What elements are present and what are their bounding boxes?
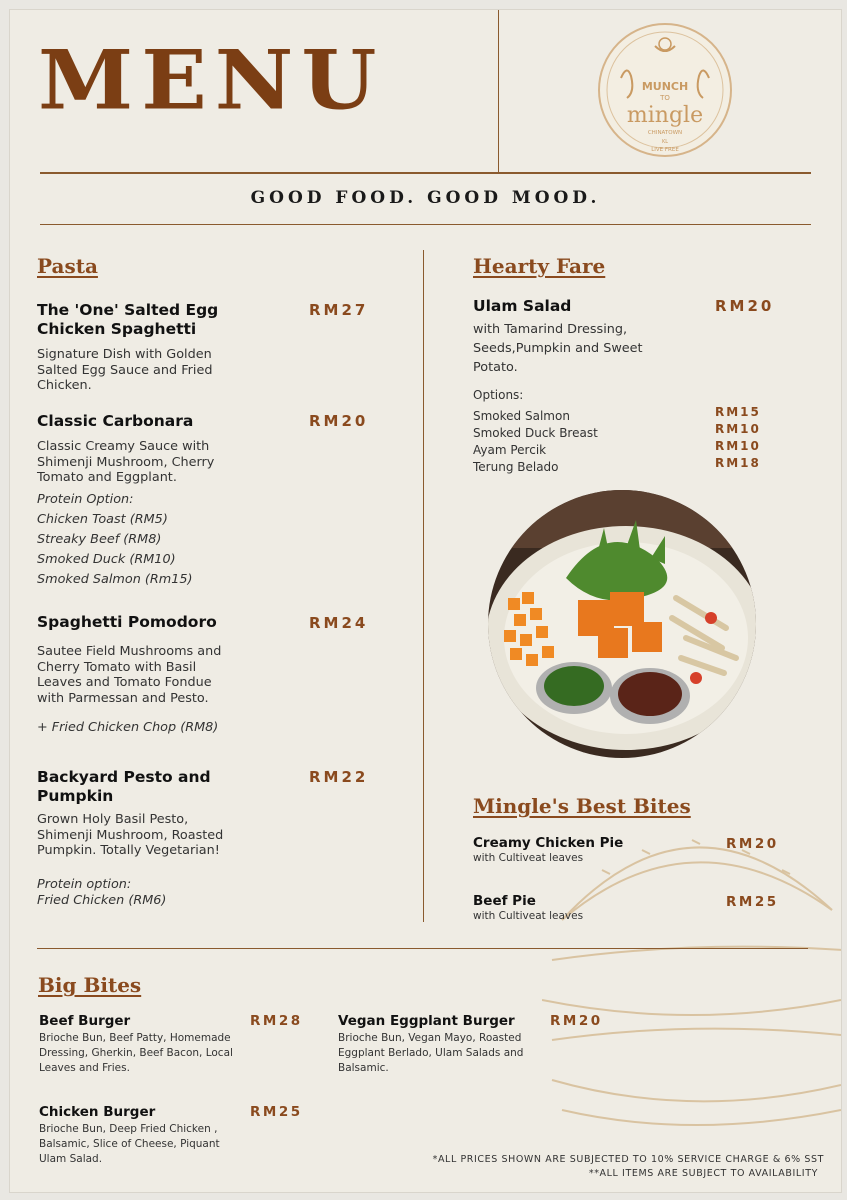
option-row [473,422,773,439]
option-row [473,456,773,473]
option-row [473,439,773,456]
protein-option-title: Protein option: [37,876,132,892]
item-desc-line3: Ulam Salad. [39,1153,103,1165]
best-bites-heading: Mingle's Best Bites [473,794,691,818]
item-desc-line1: Brioche Bun, Deep Fried Chicken , [39,1123,218,1135]
menu-item-vegan-burger [338,1013,523,1076]
logo-line1: MUNCH [641,80,689,93]
item-desc: with Cultiveat leaves [473,852,584,864]
item-desc-line1: Brioche Bun, Vegan Mayo, Roasted [338,1032,522,1044]
protein-option: Smoked Duck (RM10) [37,551,176,567]
item-desc-line4: with Parmessan and Pesto. [37,690,209,706]
item-desc-line3: Balsamic. [338,1062,389,1074]
item-price: RM27 [309,301,369,319]
item-desc-line1: Classic Creamy Sauce with [37,439,210,454]
item-desc-line1: Grown Holy Basil Pesto, [37,812,189,827]
item-name: Beef Burger [39,1013,131,1029]
item-desc-line2: Eggplant Berlado, Ulam Salads and [338,1047,524,1059]
option-name: Ayam Percik [473,443,547,457]
item-desc-line3: Leaves and Fries. [39,1062,130,1074]
menu-page [9,9,842,1193]
big-bites-heading: Big Bites [38,973,142,997]
option-name: Smoked Salmon [473,409,570,423]
item-name: Classic Carbonara [37,412,194,430]
item-price: RM25 [250,1104,303,1120]
menu-item-beef-pie [473,893,583,924]
item-desc-line1: Brioche Bun, Beef Patty, Homemade [39,1032,231,1044]
item-desc-line1: Signature Dish with Golden [37,347,212,362]
option-price: RM18 [715,456,761,470]
protein-option-title: Protein Option: [37,491,134,507]
menu-item-pomodoro [37,613,221,738]
protein-option: Streaky Beef (RM8) [37,531,162,547]
footnote-availability: **ALL ITEMS ARE SUBJECT TO AVAILABILITY [588,1168,818,1179]
item-desc-line2: Balsamic, Slice of Cheese, Piquant [39,1138,220,1150]
big-bites-rule [37,948,808,949]
footnote-charges: *ALL PRICES SHOWN ARE SUBJECTED TO 10% SERVICE CHARGE & 6% SST [432,1154,824,1165]
option-price: RM10 [715,422,761,436]
item-name: Vegan Eggplant Burger [338,1013,515,1029]
item-name: Chicken Burger [39,1104,156,1120]
logo-line6: LIVE FREE [651,147,679,153]
item-name-line1: Backyard Pesto and [37,768,211,786]
item-name: Ulam Salad [473,297,572,315]
option-price: RM15 [715,405,761,419]
hearty-fare-heading: Hearty Fare [473,254,606,278]
item-name: Spaghetti Pomodoro [37,613,217,631]
menu-item-chicken-burger [39,1104,220,1167]
tagline-rule [40,224,811,225]
item-price: RM25 [726,894,779,910]
item-name: Beef Pie [473,893,536,909]
pasta-heading: Pasta [37,254,98,278]
addon-option: + Fried Chicken Chop (RM8) [37,720,219,735]
item-price: RM20 [715,297,775,315]
item-price: RM20 [726,836,779,852]
item-desc-line1: with Tamarind Dressing, [473,322,628,337]
menu-title: MENU [38,32,385,129]
item-desc-line1: Sautee Field Mushrooms and [37,644,222,659]
item-name: Creamy Chicken Pie [473,835,624,851]
protein-option: Fried Chicken (RM6) [37,892,167,908]
item-desc-line3: Tomato and Eggplant. [37,470,177,485]
item-desc-line3: Potato. [473,360,518,375]
item-name-line2: Chicken Spaghetti [37,320,197,338]
option-name: Smoked Duck Breast [473,426,598,440]
item-desc-line3: Pumpkin. Totally Vegetarian! [37,843,220,858]
options-title: Options: [473,388,524,402]
ulam-options-list [473,405,773,473]
logo-line4: CHINATOWN [647,130,683,136]
menu-item-ulam-salad [473,297,643,404]
option-name: Terung Belado [473,460,559,474]
header-rule [40,172,811,174]
menu-item-carbonara [37,412,214,590]
protein-option: Smoked Salmon (Rm15) [37,571,193,587]
logo-line5: KL [661,139,669,145]
item-name-line1: The 'One' Salted Egg [37,301,219,319]
item-desc-line2: Cherry Tomato with Basil [37,659,197,675]
item-price: RM22 [309,768,369,786]
column-divider [423,250,424,922]
munch-to-mingle-logo [597,22,733,158]
ulam-salad-photo [486,488,758,760]
item-price: RM20 [550,1013,603,1029]
item-desc-line2: Salted Egg Sauce and Fried [37,362,213,378]
menu-item-chicken-pie [473,835,623,866]
item-price: RM20 [309,412,369,430]
item-price: RM28 [250,1013,303,1029]
logo-line3: mingle [626,103,704,128]
item-desc-line2: Dressing, Gherkin, Beef Bacon, Local [39,1047,233,1059]
item-desc-line2: Seeds,Pumpkin and Sweet [473,341,643,356]
menu-item-pesto-pumpkin [37,768,223,909]
item-desc-line2: Shimenji Mushroom, Cherry [37,454,215,470]
option-price: RM10 [715,439,761,453]
menu-item-salted-egg [37,301,218,394]
tagline: GOOD FOOD. GOOD MOOD. [250,188,601,208]
item-desc-line3: Leaves and Tomato Fondue [37,675,212,690]
option-row [473,405,773,422]
item-name-line2: Pumpkin [37,787,114,805]
item-desc-line3: Chicken. [37,378,92,393]
header-divider-vertical [498,10,499,172]
burger-sketch-illustration [542,780,841,1140]
item-desc: with Cultiveat leaves [473,910,584,922]
item-desc-line2: Shimenji Mushroom, Roasted [37,827,224,843]
protein-option: Chicken Toast (RM5) [37,511,168,527]
logo-line2: TO [660,94,670,102]
item-price: RM24 [309,614,369,632]
menu-item-beef-burger [39,1013,233,1076]
